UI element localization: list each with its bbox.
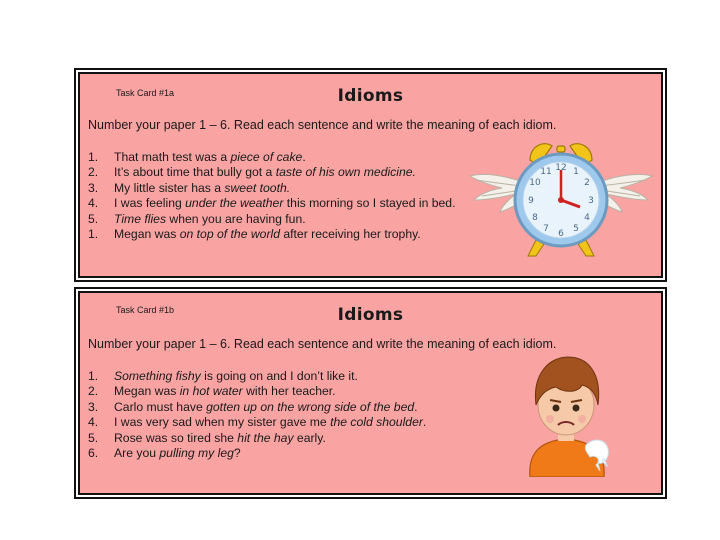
task-card-1b <box>78 291 663 495</box>
item-idiom: taste of his own medicine. <box>275 165 416 180</box>
item-text: That math test was a <box>114 150 231 164</box>
item-number: 4. <box>88 196 99 211</box>
idiom-list <box>88 150 455 242</box>
item-text: . <box>302 150 306 164</box>
cold-shoulder-boy-icon <box>520 353 612 477</box>
item-number: 4. <box>88 415 99 430</box>
card-instructions: Number your paper 1 – 6. Read each sentence and write the meaning of each idiom. <box>88 118 557 132</box>
right-eye <box>573 405 580 412</box>
svg-text:6: 6 <box>558 229 564 239</box>
item-idiom: the cold shoulder <box>330 415 423 430</box>
item-number: 2. <box>88 384 99 399</box>
item-idiom: sweet tooth. <box>224 180 291 195</box>
item-text: ? <box>233 445 241 460</box>
item-number: 3. <box>88 399 99 414</box>
task-card-1a <box>78 72 663 278</box>
item-number: 1. <box>88 369 99 383</box>
idiom-list <box>88 369 426 461</box>
svg-text:2: 2 <box>584 178 590 188</box>
list-item <box>88 227 455 242</box>
task-card-label: Task Card #1a <box>116 88 175 98</box>
item-text: with her teacher. <box>242 384 336 399</box>
item-number: 1. <box>88 150 99 164</box>
item-number: 2. <box>88 165 99 180</box>
item-text: early. <box>293 430 326 445</box>
item-text: . <box>422 415 427 430</box>
item-idiom: Something fishy <box>114 369 201 383</box>
item-number: 5. <box>88 211 99 226</box>
svg-text:10: 10 <box>529 178 541 188</box>
item-idiom: under the weather <box>185 196 284 211</box>
svg-text:7: 7 <box>543 224 549 234</box>
list-item <box>88 165 455 180</box>
list-item <box>88 431 426 446</box>
item-idiom: on top of the world <box>179 226 280 241</box>
list-item <box>88 181 455 196</box>
svg-text:12: 12 <box>555 163 567 173</box>
winged-clock-icon <box>468 132 654 260</box>
item-idiom: gotten up on the wrong side of the bed <box>206 399 415 414</box>
svg-text:3: 3 <box>588 196 594 206</box>
list-item <box>88 400 426 415</box>
item-text: I was feeling <box>114 196 186 211</box>
item-text: this morning so I stayed in bed. <box>283 196 456 211</box>
svg-text:9: 9 <box>528 196 534 206</box>
svg-text:8: 8 <box>532 213 538 223</box>
item-idiom: Time flies <box>114 211 167 226</box>
item-number: 3. <box>88 180 99 195</box>
card-instructions: Number your paper 1 – 6. Read each sentence and write the meaning of each idiom. <box>88 337 557 351</box>
item-text: after receiving her trophy. <box>280 226 421 241</box>
list-item <box>88 446 426 461</box>
card-title: Idioms <box>337 305 404 325</box>
left-eye <box>553 405 560 412</box>
task-card-label: Task Card #1b <box>116 305 175 315</box>
svg-text:4: 4 <box>584 213 590 223</box>
item-text: Rose was so tired she <box>114 430 238 445</box>
item-number: 5. <box>88 430 99 445</box>
item-text: when you are having fun. <box>166 211 306 226</box>
svg-text:11: 11 <box>540 167 552 177</box>
item-text: It’s about time that bully got a <box>114 165 276 180</box>
item-text: is going on and I don’t like it. <box>200 369 358 383</box>
item-text: I was very sad when my sister gave me <box>114 415 331 430</box>
item-text: Megan was <box>114 384 180 399</box>
list-item <box>88 369 426 384</box>
svg-text:1: 1 <box>573 167 579 177</box>
item-text: Carlo must have <box>114 399 207 414</box>
card-title: Idioms <box>337 86 404 106</box>
list-item <box>88 415 426 430</box>
svg-text:5: 5 <box>573 224 579 234</box>
item-text: . <box>414 399 418 414</box>
item-idiom: in hot water <box>179 384 243 399</box>
item-text: Megan was <box>114 226 180 241</box>
item-number: 6. <box>88 445 99 460</box>
item-text: Are you <box>114 445 160 460</box>
item-idiom: piece of cake <box>230 150 303 164</box>
list-item <box>88 196 455 211</box>
item-text: My little sister has a <box>114 180 225 195</box>
list-item <box>88 150 455 165</box>
item-number: 1. <box>88 226 99 241</box>
clock-center <box>558 197 564 203</box>
list-item <box>88 384 426 399</box>
item-idiom: hit the hay <box>237 430 294 445</box>
item-idiom: pulling my leg <box>159 445 234 460</box>
list-item <box>88 212 455 227</box>
